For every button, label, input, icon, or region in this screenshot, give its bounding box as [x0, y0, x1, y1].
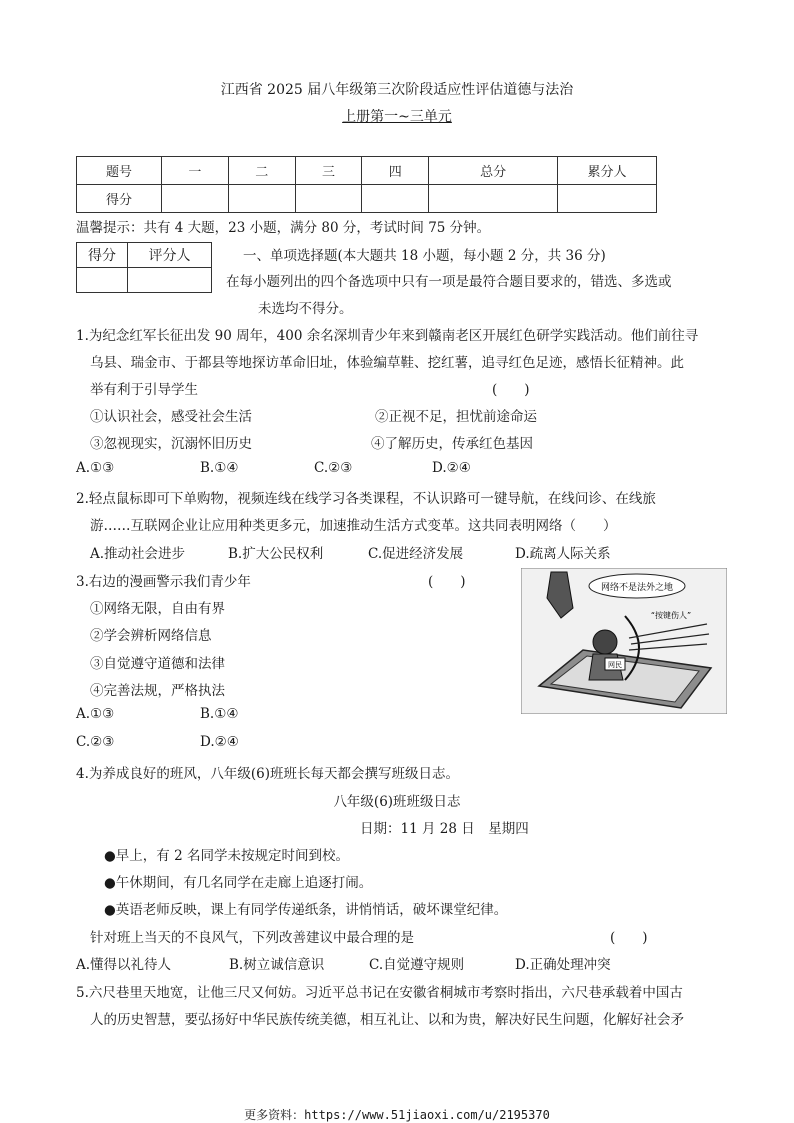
q1-statement-4: ④了解历史，传承红色基因 [371, 436, 533, 452]
q4-stem: 4.为养成良好的班风，八年级(6)班班长每天都会撰写班级日志。 [76, 766, 460, 782]
q2-option-d[interactable]: D.疏离人际关系 [515, 546, 611, 562]
q1-statement-3: ③忽视现实，沉溺怀旧历史 [90, 436, 252, 452]
score-header-cell: 二 [228, 157, 295, 185]
score-cell[interactable] [558, 185, 657, 213]
q3-option-d[interactable]: D.②④ [200, 734, 239, 750]
q3-stem: 3.右边的漫画警示我们青少年 [76, 574, 251, 590]
q4-log-entry-2: ●午休期间，有几名同学在走廊上追逐打闹。 [104, 875, 373, 891]
score-header-cell: 总分 [429, 157, 558, 185]
q3-statement-3: ③自觉遵守道德和法律 [90, 656, 225, 672]
score-table [76, 156, 657, 213]
score-cell[interactable] [295, 185, 362, 213]
q4-question: 针对班上当天的不良风气，下列改善建议中最合理的是 [90, 930, 414, 946]
q1-statement-2: ②正视不足，担忧前途命运 [375, 409, 537, 425]
q2-stem: 2.轻点鼠标即可下单购物，视频连线在线学习各类课程，不认识路可一键导航，在线问诊、在线旅 [76, 491, 656, 507]
grader-name-cell[interactable] [128, 268, 212, 293]
grader-table [76, 242, 212, 293]
q3-statement-1: ①网络无限，自由有界 [90, 601, 225, 617]
q1-stem-cont: 乌县、瑞金市、于都县等地探访革命旧址，体验编草鞋、挖红薯，追寻红色足迹，感悟长征精神。此 [90, 355, 684, 371]
grader-col-grader: 评分人 [128, 243, 212, 268]
q1-stem-end: 举有利于引导学生 [90, 382, 198, 398]
q3-statement-2: ②学会辨析网络信息 [90, 628, 212, 644]
score-table-header-row [77, 157, 657, 185]
q4-answer-paren[interactable]: ( ) [610, 930, 648, 946]
q3-cartoon-image [521, 568, 727, 714]
score-row-label: 得分 [77, 185, 162, 213]
score-header-cell: 四 [362, 157, 429, 185]
score-header-cell: 累分人 [558, 157, 657, 185]
exam-notice: 温馨提示：共有 4 大题，23 小题，满分 80 分，考试时间 75 分钟。 [76, 220, 491, 236]
q1-option-a[interactable]: A.①③ [76, 460, 115, 476]
q1-option-b[interactable]: B.①④ [200, 460, 239, 476]
q4-option-c[interactable]: C.自觉遵守规则 [369, 957, 465, 973]
score-cell[interactable] [228, 185, 295, 213]
q2-option-c[interactable]: C.促进经济发展 [368, 546, 464, 562]
score-header-cell: 三 [295, 157, 362, 185]
q4-option-d[interactable]: D.正确处理冲突 [515, 957, 611, 973]
q1-option-c[interactable]: C.②③ [314, 460, 353, 476]
q1-statement-1: ①认识社会，感受社会生活 [90, 409, 252, 425]
q4-log-entry-3: ●英语老师反映，课上有同学传递纸条，讲悄悄话，破坏课堂纪律。 [104, 902, 508, 918]
q3-option-b[interactable]: B.①④ [200, 706, 239, 722]
q3-answer-paren[interactable]: ( ) [428, 574, 466, 590]
q1-option-d[interactable]: D.②④ [432, 460, 471, 476]
q2-stem-cont: 游……互联网企业让应用种类更多元，加速推动生活方式变革。这共同表明网络（ ） [90, 518, 617, 534]
q4-log-title: 八年级(6)班班级日志 [333, 794, 461, 810]
section1-instruction-cont: 未选均不得分。 [258, 301, 353, 317]
section1-heading: 一、单项选择题(本大题共 18 小题，每小题 2 分，共 36 分) [243, 248, 606, 264]
exam-subtitle: 上册第一~三单元 [342, 109, 452, 125]
q1-answer-paren[interactable]: ( ) [492, 382, 530, 398]
score-cell[interactable] [162, 185, 229, 213]
footer-link[interactable]: 更多资料：https://www.51jiaoxi.com/u/2195370 [244, 1108, 550, 1122]
q3-option-a[interactable]: A.①③ [76, 706, 115, 722]
q4-option-b[interactable]: B.树立诚信意识 [229, 957, 325, 973]
score-header-cell: 一 [162, 157, 229, 185]
q3-statement-4: ④完善法规，严格执法 [90, 683, 225, 699]
grader-score-cell[interactable] [77, 268, 128, 293]
cartoon-tag-text: 网民 [608, 661, 622, 669]
section1-instruction: 在每小题列出的四个备选项中只有一项是最符合题目要求的，错选、多选或 [226, 274, 672, 290]
q2-option-a[interactable]: A.推动社会进步 [90, 546, 186, 562]
q5-stem-cont: 人的历史智慧，要弘扬好中华民族传统美德，相互礼让、以和为贵，解决好民生问题，化解好社会矛 [90, 1012, 684, 1028]
cartoon-arrow-label: “按键伤人” [650, 611, 692, 620]
grader-col-score: 得分 [77, 243, 128, 268]
q1-stem: 1.为纪念红军长征出发 90 周年，400 余名深圳青少年来到赣南老区开展红色研学实践活动。他们前往寻 [76, 328, 699, 344]
exam-title: 江西省 2025 届八年级第三次阶段适应性评估道德与法治 [220, 82, 574, 98]
score-cell[interactable] [362, 185, 429, 213]
q5-stem: 5.六尺巷里天地宽，让他三尺又何妨。习近平总书记在安徽省桐城市考察时指出，六尺巷承载着中国古 [76, 985, 683, 1001]
cartoon-bubble-text: 网络不是法外之地 [600, 583, 674, 593]
q4-log-entry-1: ●早上，有 2 名同学未按规定时间到校。 [104, 848, 349, 864]
score-header-cell: 题号 [77, 157, 162, 185]
score-table-row [77, 185, 657, 213]
score-cell[interactable] [429, 185, 558, 213]
q4-log-date: 日期：11 月 28 日 星期四 [360, 821, 529, 837]
q3-option-c[interactable]: C.②③ [76, 734, 115, 750]
q4-option-a[interactable]: A.懂得以礼待人 [76, 957, 172, 973]
q2-option-b[interactable]: B.扩大公民权利 [228, 546, 324, 562]
